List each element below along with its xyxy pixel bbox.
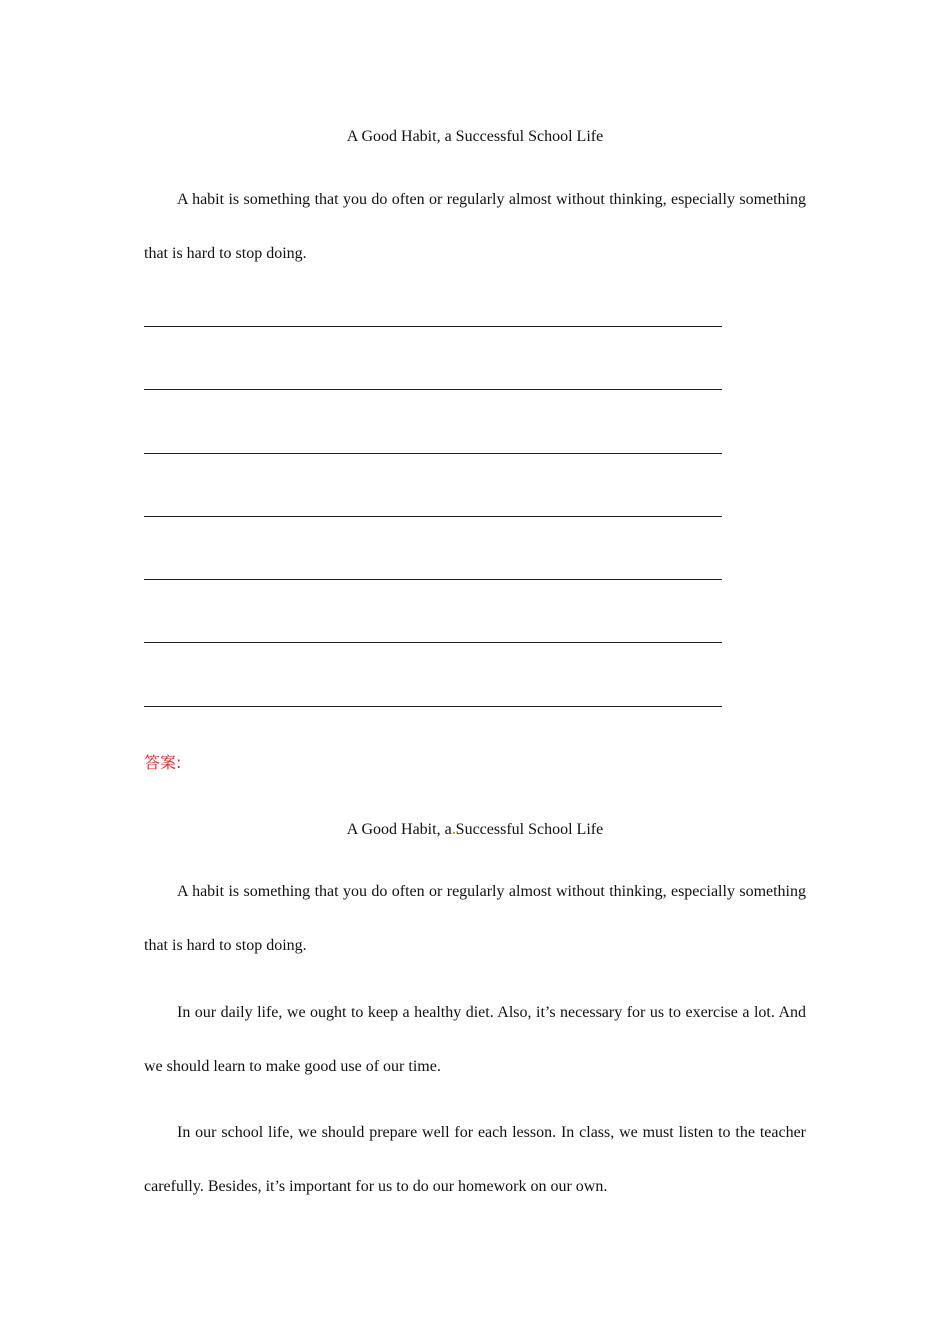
answer-title xyxy=(144,820,806,840)
writing-line[interactable] xyxy=(144,579,722,580)
writing-line[interactable] xyxy=(144,642,722,643)
writing-line[interactable] xyxy=(144,453,722,454)
writing-line[interactable] xyxy=(144,516,722,517)
answer-label: 答案: xyxy=(144,753,182,772)
essay-title: A Good Habit, a Successful School Life xyxy=(346,128,604,145)
writing-line[interactable] xyxy=(144,706,722,707)
answer-paragraph: In our school life, we should prepare well for each lesson. In class, we must listen to the teacher carefully. Besides, it’s important for us to do our homework on our own. xyxy=(144,1124,806,1195)
answer-title-part2: Successful School Life xyxy=(455,821,604,838)
intro-paragraph: A habit is something that you do often or regularly almost without thinking, especially something that is hard to stop doing. xyxy=(144,191,806,262)
answer-paragraph: A habit is something that you do often or regularly almost without thinking, especially something that is hard to stop doing. xyxy=(144,883,806,954)
answer-title-part1: A Good Habit, a xyxy=(346,821,452,838)
writing-line[interactable] xyxy=(144,389,722,390)
writing-line[interactable] xyxy=(144,326,722,327)
answer-paragraph: In our daily life, we ought to keep a healthy diet. Also, it’s necessary for us to exercise a lot. And we should learn to make good use of our time. xyxy=(144,1004,806,1075)
edit-mark xyxy=(453,832,455,834)
